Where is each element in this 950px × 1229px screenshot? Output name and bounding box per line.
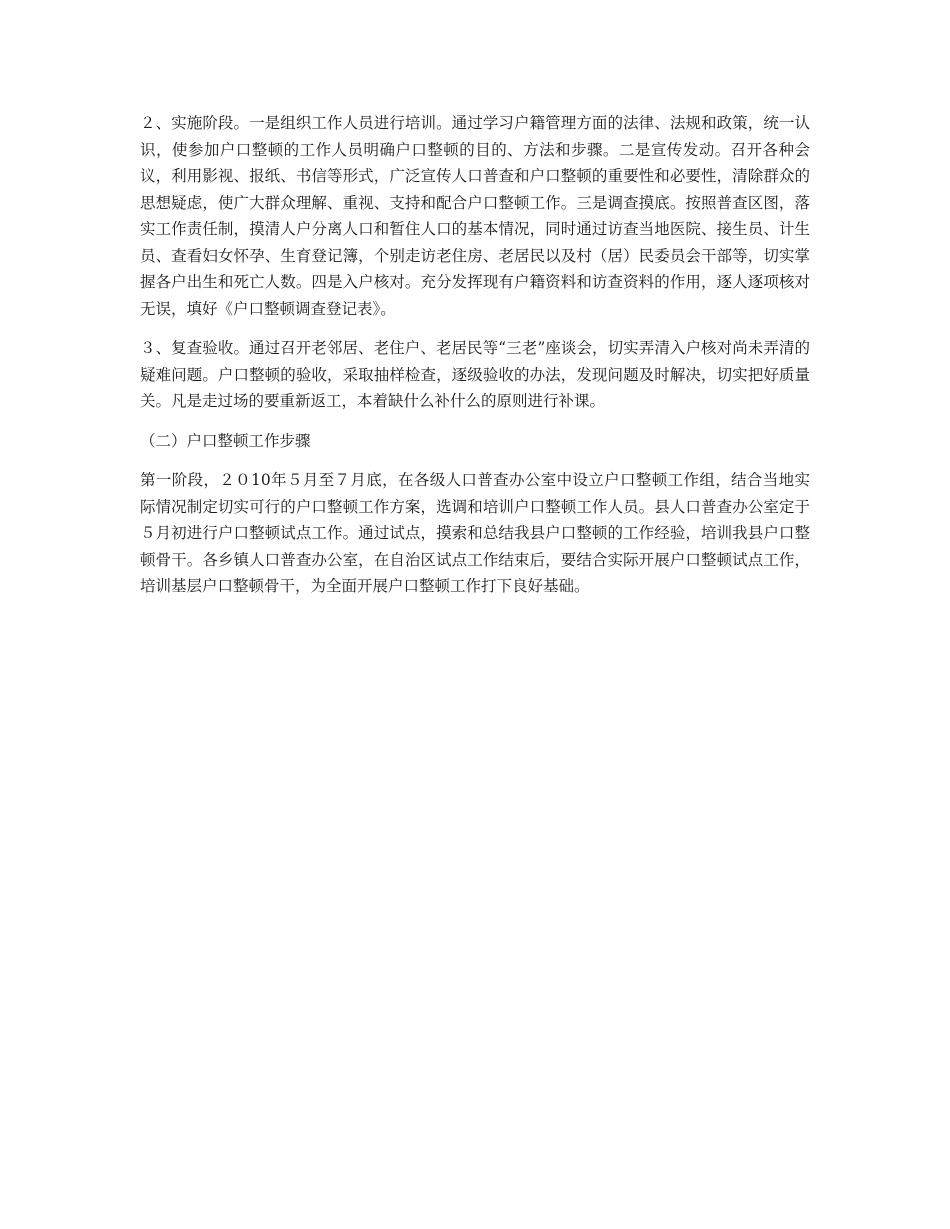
section-heading-work-steps: （二）户口整顿工作步骤 — [140, 431, 311, 450]
paragraph-first-phase: 第一阶段，２０10年５月至７月底，在各级人口普查办公室中设立户口整顿工作组，结合当地实际情况制定切实可行的户口整顿工作方案，选调和培训户口整顿工作人员。县人口普查办公室定于５月初进行户口整顿试点工作。通过试点，摸索和总结我县户口整顿的工作经验，培训我县户口整顿骨干。各乡镇人口普查办公室，在自治区试点工作结束后，要结合实际开展户口整顿试点工作，培训基层户口整顿骨干，为全面开展户口整顿工作打下良好基础。 — [140, 471, 810, 595]
paragraph-implementation-stage: ２、实施阶段。一是组织工作人员进行培训。通过学习户籍管理方面的法律、法规和政策，统一认识，使参加户口整顿的工作人员明确户口整顿的目的、方法和步骤。二是宣传发动。召开各种会议，利用影视、报纸、书信等形式，广泛宣传人口普查和户口整顿的重要性和必要性，清除群众的思想疑虑，使广大群众理解、重视、支持和配合户口整顿工作。三是调查摸底。按照普查区图，落实工作责任制，摸清人户分离人口和暂住人口的基本情况，同时通过访查当地医院、接生员、计生员、查看妇女怀孕、生育登记簿，个别走访老住房、老居民以及村（居）民委员会干部等，切实掌握各户出生和死亡人数。四是入户核对。充分发挥现有户籍资料和访查资料的作用，逐人逐项核对无误，填好《户口整顿调查登记表》。 — [140, 114, 810, 318]
document-page — [140, 110, 810, 613]
paragraph-review-acceptance: ３、复查验收。通过召开老邻居、老住户、老居民等“三老”座谈会，切实弄清入户核对尚未弄清的疑难问题。户口整顿的验收，采取抽样检查，逐级验收的办法，发现问题及时解决，切实把好质量关。凡是走过场的要重新返工，本着缺什么补什么的原则进行补课。 — [140, 339, 810, 410]
